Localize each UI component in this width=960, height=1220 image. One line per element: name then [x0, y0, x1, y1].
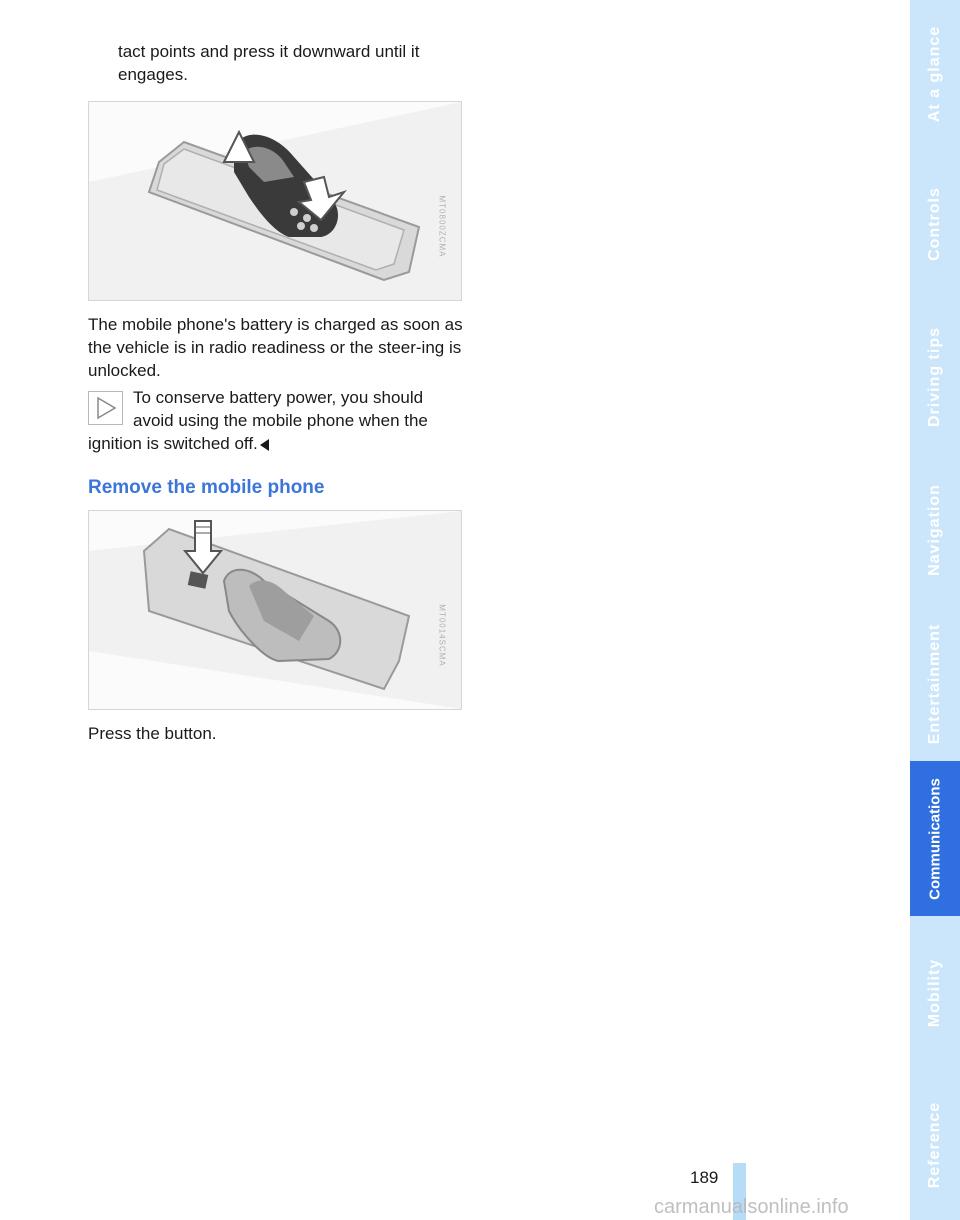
figure-phone-insert	[88, 101, 462, 301]
note-text-start: To conserve battery power, you should avoid using the mobile phone when the	[133, 388, 428, 430]
note-text-end-line	[88, 432, 463, 455]
phone-remove-illustration	[89, 511, 461, 709]
end-marker-icon	[260, 439, 269, 451]
intro-text: tact points and press it downward until it engages.	[118, 42, 420, 84]
phone-insert-illustration	[89, 102, 461, 300]
press-button-paragraph: Press the button.	[88, 724, 217, 743]
tab-entertainment[interactable]	[910, 606, 960, 764]
tab-controls[interactable]	[910, 147, 960, 303]
tab-label: Driving tips	[926, 326, 943, 427]
note-text-end: ignition is switched off.	[88, 434, 258, 453]
page-number: 189	[690, 1168, 719, 1187]
section-heading: Remove the mobile phone	[88, 477, 325, 498]
figure-code: MT0800ZCMA	[437, 195, 447, 258]
tab-driving-tips[interactable]	[910, 300, 960, 456]
tab-communications[interactable]	[910, 761, 960, 919]
watermark-text: carmanualsonline.info	[654, 1196, 849, 1218]
tab-label: Entertainment	[926, 623, 943, 744]
figure-code: MT0014SCMA	[437, 604, 447, 667]
tab-reference[interactable]	[910, 1069, 960, 1220]
tab-at-a-glance[interactable]	[910, 0, 960, 150]
tab-label: Communications	[926, 777, 944, 900]
figure-phone-remove	[88, 510, 462, 710]
tab-label: Navigation	[926, 483, 943, 576]
tab-navigation[interactable]	[910, 453, 960, 609]
chapter-sidebar	[910, 0, 960, 1220]
tab-label: Mobility	[926, 958, 943, 1027]
tab-label: Controls	[926, 186, 943, 261]
note-triangle-icon	[88, 391, 123, 425]
tab-label: At a glance	[926, 25, 943, 122]
battery-paragraph: The mobile phone's battery is charged as soon as the vehicle is in radio readiness or the steer-ing is unlocked.	[88, 315, 463, 380]
tab-mobility[interactable]	[910, 916, 960, 1072]
tab-label: Reference	[926, 1101, 943, 1188]
